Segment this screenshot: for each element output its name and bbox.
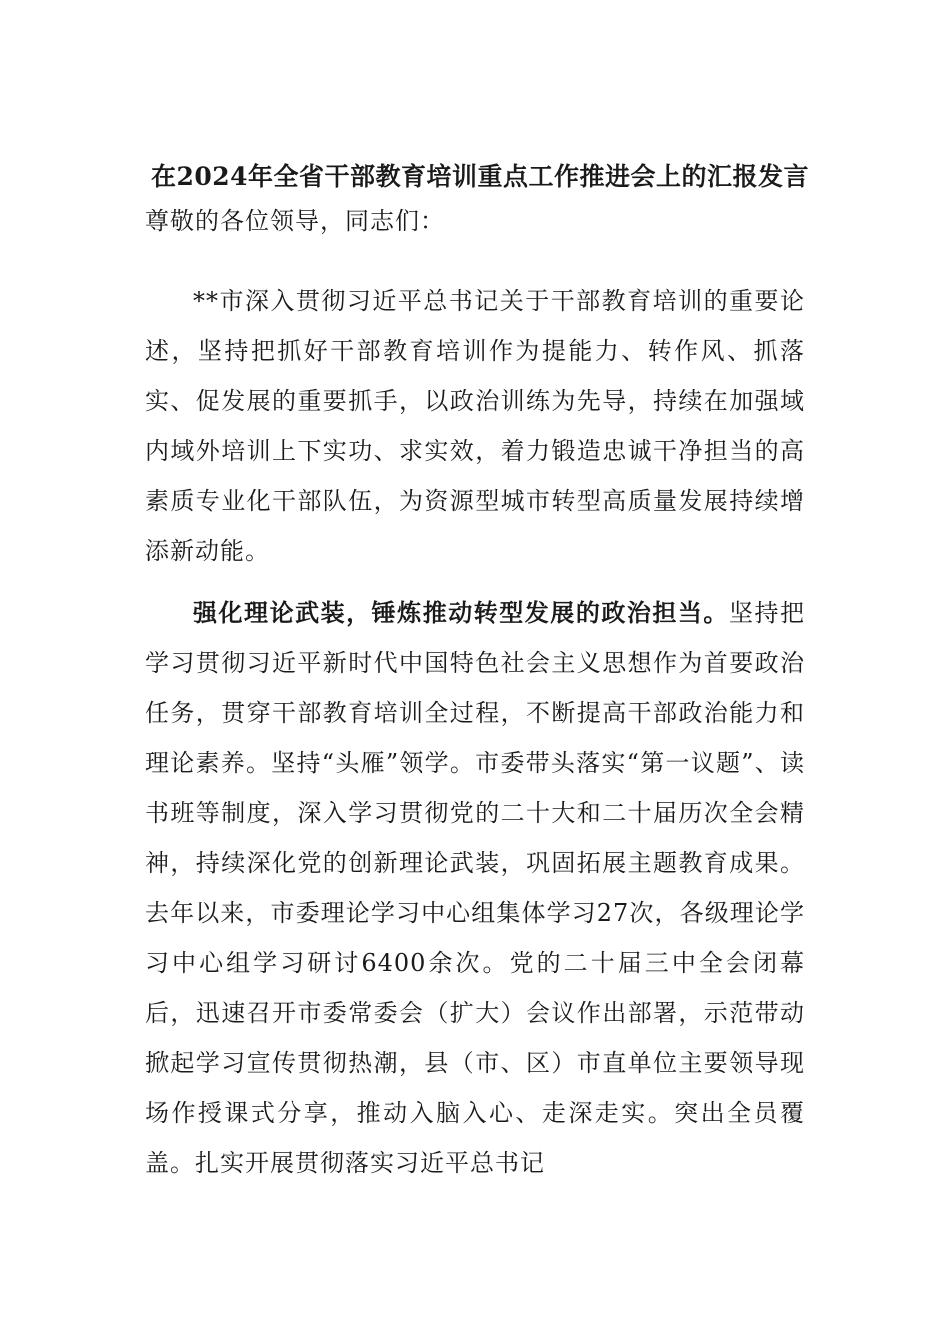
paragraph-intro: **市深入贯彻习近平总书记关于干部教育培训的重要论述，坚持把抓好干部教育培训作为提能力、转作风、抓落实、促发展的重要抓手，以政治训练为先导，持续在加强域内域外培训上下实功、求实效，着力锻造忠诚干净担当的高素质专业化干部队伍，为资源型城市转型高质量发展持续增添新动能。 (145, 287, 805, 565)
paragraph-body: 坚持把学习贯彻习近平新时代中国特色社会主义思想作为首要政治任务，贯穿干部教育培训全过程，不断提高干部政治能力和理论素养。坚持“头雁”领学。市委带头落实“第一议题”、读书班等制度，深入学习贯彻党的二十大和二十届历次全会精神，持续深化党的创新理论武装，巩固拓展主题教育成果。去年以来，市委理论学习中心组集体学习27次，各级理论学习中心组学习研讨6400余次。党的二十届三中全会闭幕后，迅速召开市委常委会（扩大）会议作出部署，示范带动掀起学习宣传贯彻热潮，县（市、区）市直单位主要领导现场作授课式分享，推动入脑入心、走深走实。突出全员覆盖。扎实开展贯彻落实习近平总书记 (145, 599, 806, 1177)
paragraph-theory (145, 588, 805, 1188)
paragraph-heading: 强化理论武装，锤炼推动转型发展的政治担当。 (193, 598, 729, 627)
document-title: 在2024年全省干部教育培训重点工作推进会上的汇报发言 (150, 162, 810, 191)
salutation: 尊敬的各位领导，同志们： (145, 207, 445, 235)
